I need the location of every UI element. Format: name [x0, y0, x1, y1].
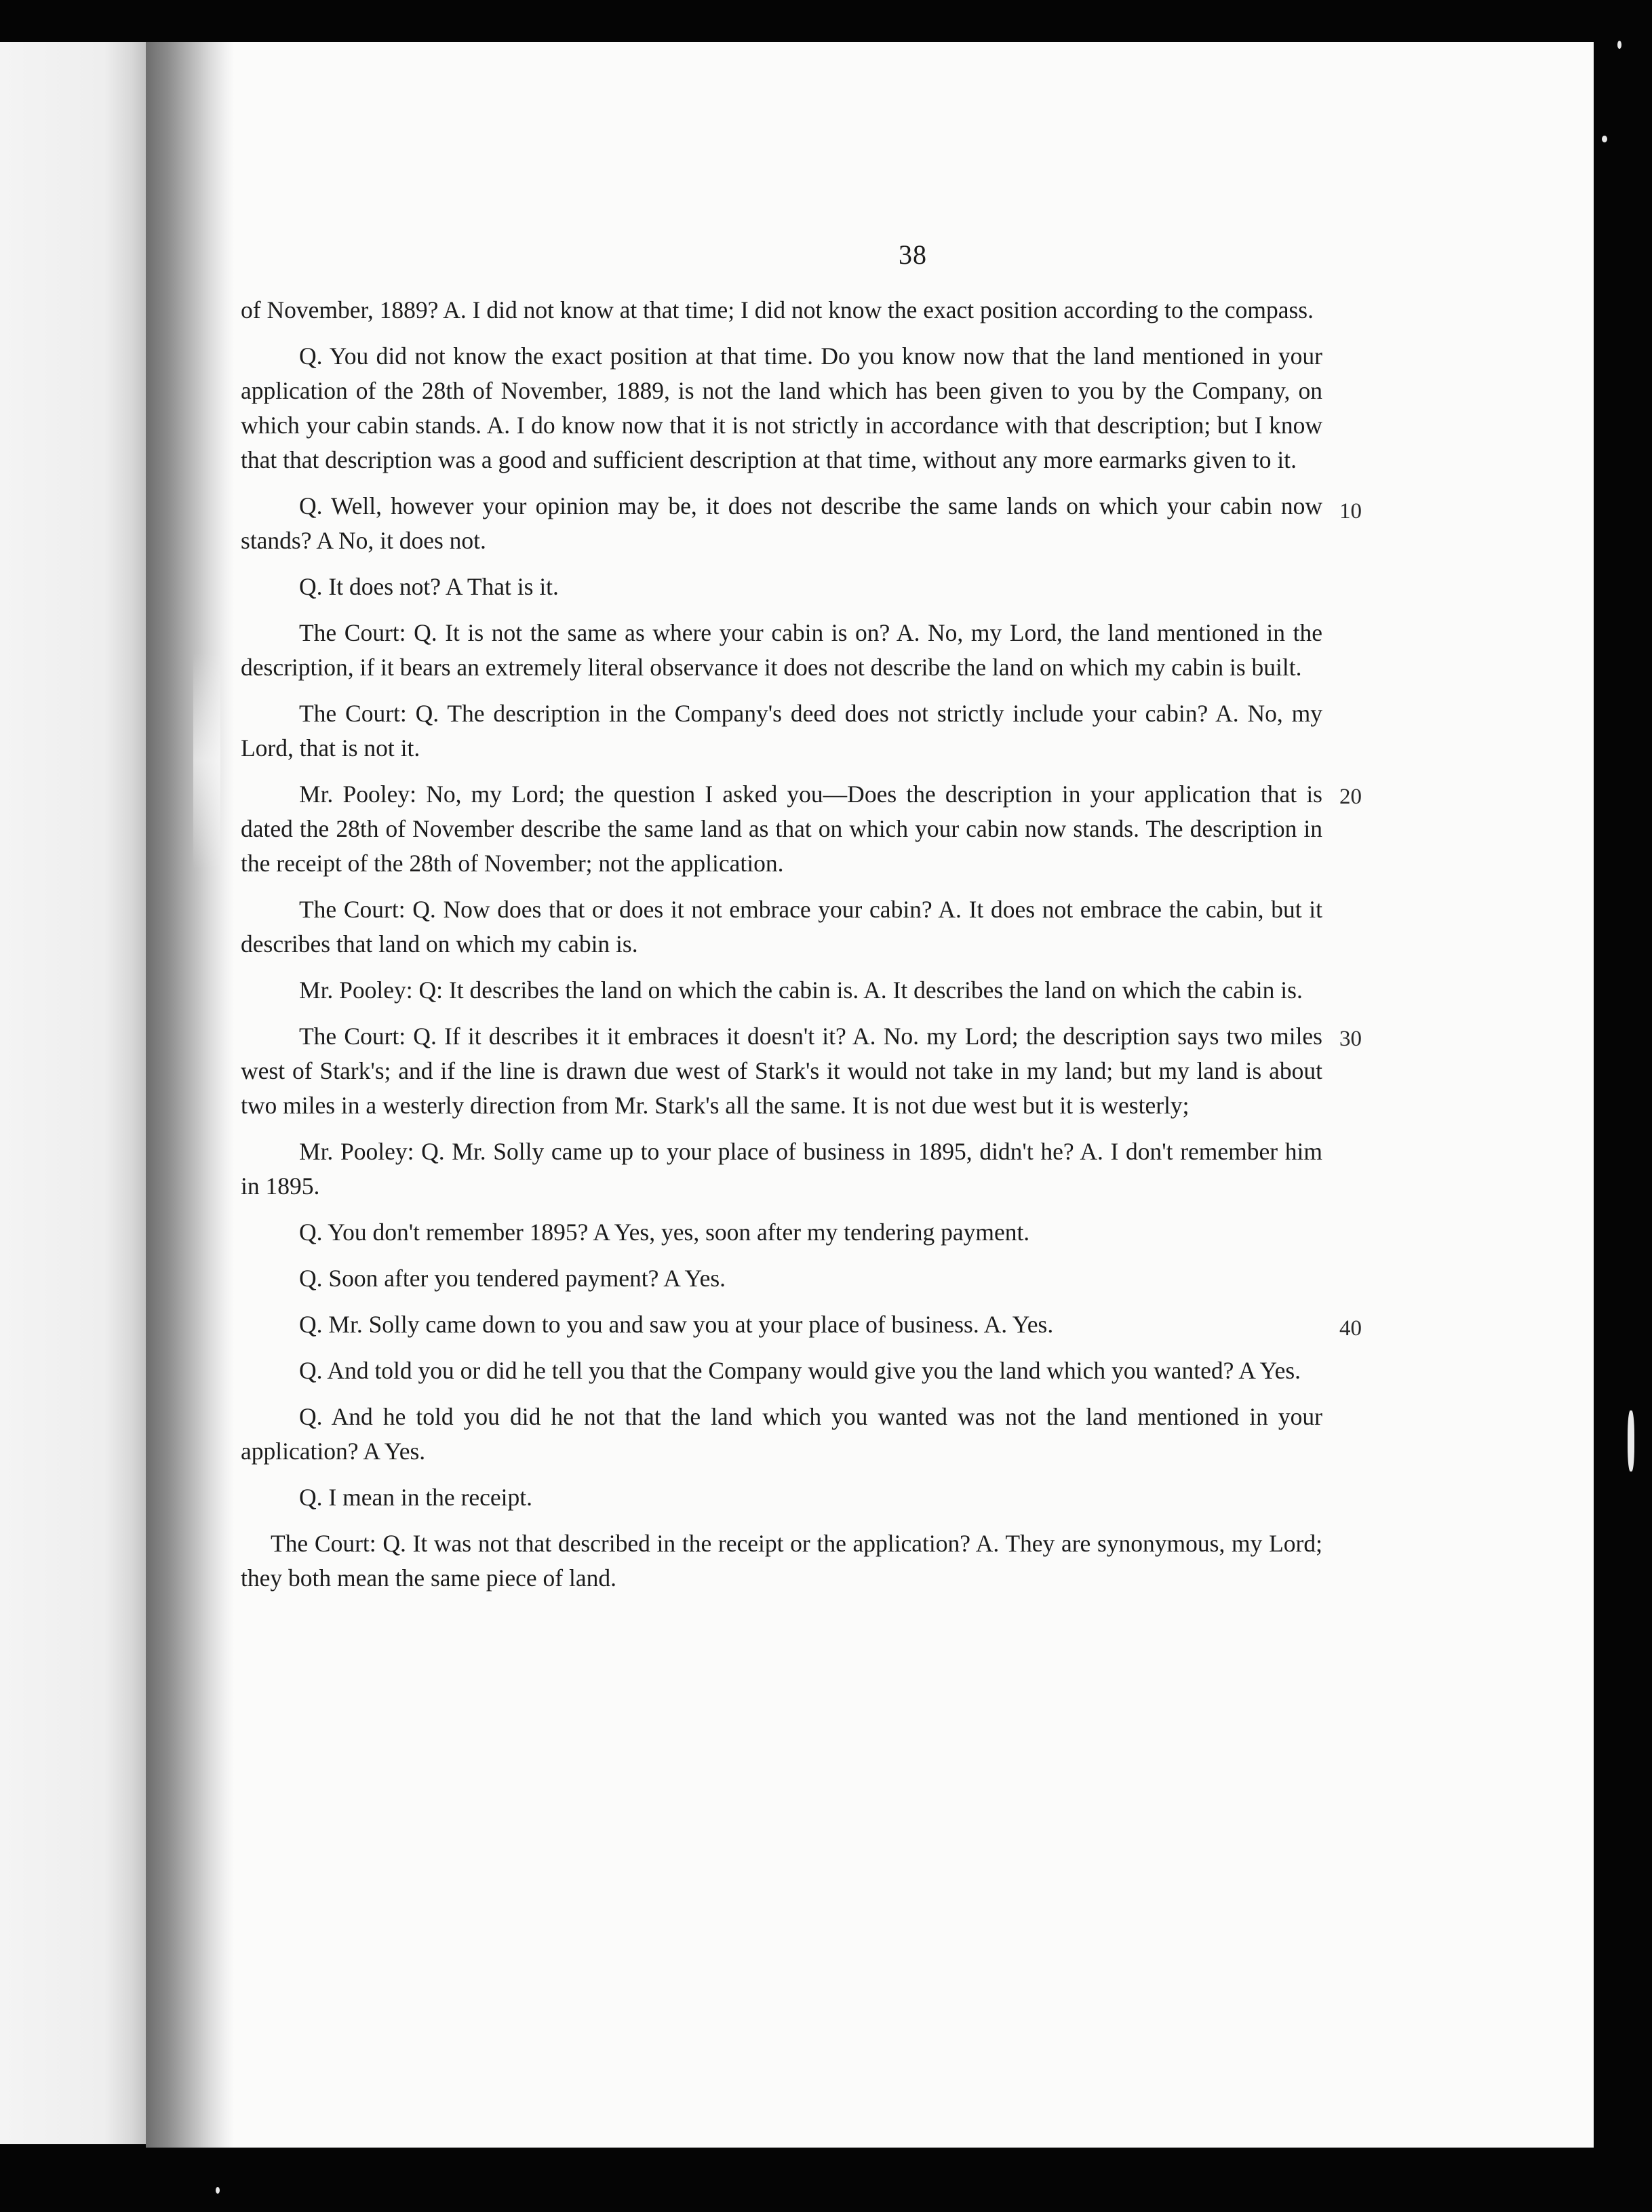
binding-glare: [193, 652, 220, 869]
paragraph: The Court: Q. It is not the same as where your cabin is on? A. No, my Lord, the land mentioned in the description, if it bears an extremely literal observance it does not describe the land on which my cabin is built.: [241, 619, 1322, 681]
paragraph: Q. It does not? A That is it.: [299, 573, 559, 600]
paragraph: Q. And he told you did he not that the land which you wanted was not the land mentioned in your application? A Yes.: [241, 1403, 1322, 1465]
scan-speck: [1628, 1410, 1634, 1472]
paragraph: Q. I mean in the receipt.: [299, 1484, 533, 1511]
paragraph: of November, 1889? A. I did not know at that time; I did not know the exact position according to the compass.: [241, 296, 1314, 323]
scan-speck: [1617, 41, 1621, 49]
paragraph: [241, 777, 1362, 881]
paragraph: [241, 1307, 1362, 1342]
line-number-marker: 30: [1339, 1027, 1362, 1051]
facing-page-edge: [0, 42, 149, 2144]
body-text: [241, 293, 1362, 1607]
paragraph-text: The Court: Q. If it describes it it embraces it doesn't it? A. No. my Lord; the description says two miles west of Stark's; and if the line is drawn due west of Stark's it would not take in my land; but my land is about two miles in a westerly direction from Mr. Stark's all the same. It is not due west but it is westerly;: [241, 1023, 1322, 1119]
paragraph: Mr. Pooley: Q: It describes the land on which the cabin is. A. It describes the land on which the cabin is.: [299, 976, 1303, 1004]
page-number: 38: [899, 239, 927, 270]
document-page: [146, 42, 1594, 2148]
paragraph: [241, 489, 1362, 558]
paragraph: [241, 1019, 1362, 1123]
line-number-marker: 20: [1339, 785, 1362, 809]
paragraph: The Court: Q. Now does that or does it not embrace your cabin? A. It does not embrace the cabin, but it describes that land on which my cabin is.: [241, 896, 1322, 957]
paragraph: Q. You did not know the exact position at that time. Do you know now that the land mentioned in your application of the 28th of November, 1889, is not the land which has been given to you by the Company, on which your cabin stands. A. I do know now that it is not strictly in accordance with that description; but I know that that description was a good and sufficient description at that time, without any more earmarks given to it.: [241, 342, 1322, 473]
paragraph: Q. And told you or did he tell you that the Company would give you the land which you wanted? A Yes.: [299, 1357, 1301, 1384]
paragraph-text: Q. Well, however your opinion may be, it does not describe the same lands on which your cabin now stands? A No, it does not.: [241, 492, 1322, 554]
paragraph: Q. You don't remember 1895? A Yes, yes, soon after my tendering payment.: [299, 1219, 1030, 1246]
paragraph: Q. Soon after you tendered payment? A Yes.: [299, 1265, 726, 1292]
paragraph-text: Q. Mr. Solly came down to you and saw you at your place of business. A. Yes.: [299, 1311, 1054, 1338]
paragraph-text: Mr. Pooley: No, my Lord; the question I asked you—Does the description in your application that is dated the 28th of November describe the same land as that on which your cabin now stands. The description in the receipt of the 28th of November; not the application.: [241, 781, 1322, 877]
binding-shadow: [146, 42, 234, 2148]
paragraph: The Court: Q. It was not that described in the receipt or the application? A. They are synonymous, my Lord; they both mean the same piece of land.: [241, 1530, 1322, 1592]
line-number-marker: 10: [1339, 499, 1362, 524]
scan-speck: [1602, 136, 1607, 142]
paragraph: The Court: Q. The description in the Company's deed does not strictly include your cabin? A. No, my Lord, that is not it.: [241, 700, 1322, 762]
scan-speck: [216, 2187, 220, 2194]
line-number-marker: 40: [1339, 1316, 1362, 1341]
paragraph: Mr. Pooley: Q. Mr. Solly came up to your place of business in 1895, didn't he? A. I don't remember him in 1895.: [241, 1138, 1322, 1200]
